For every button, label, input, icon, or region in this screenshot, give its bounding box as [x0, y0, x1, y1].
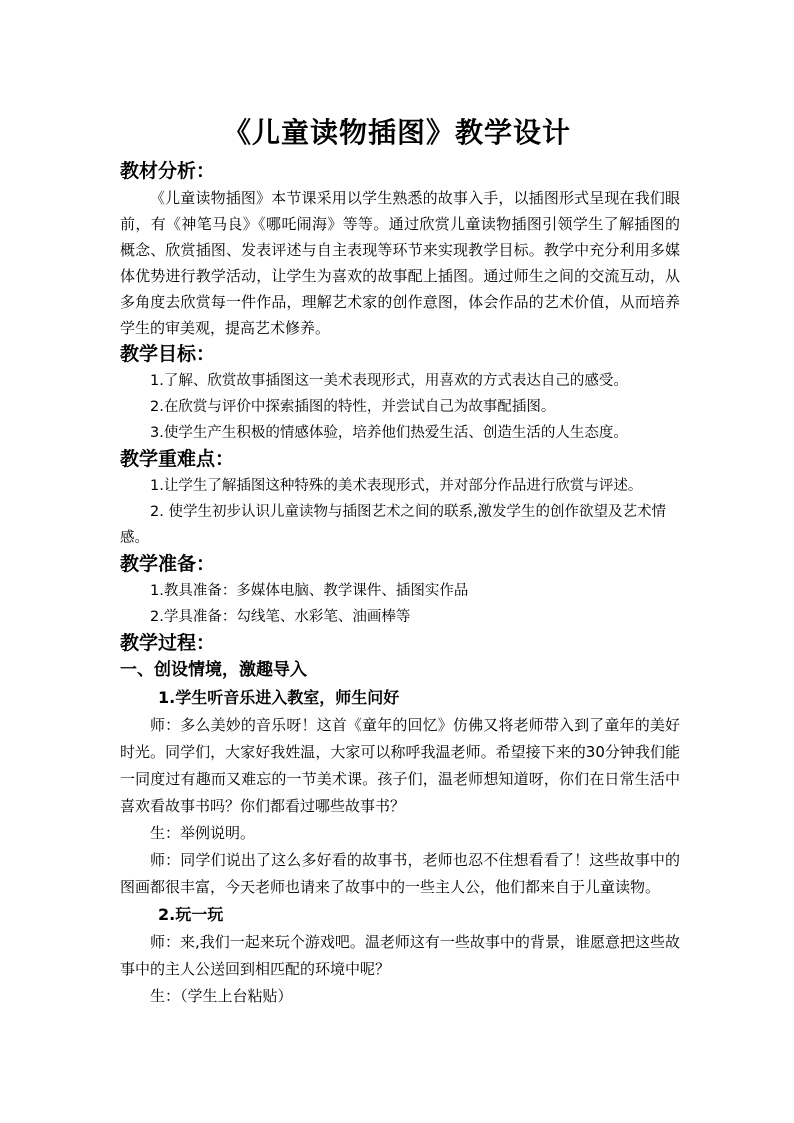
document-title: 《儿童读物插图》教学设计: [222, 116, 571, 149]
section-heading-analysis: 教材分析：: [120, 160, 216, 182]
dialog-line: 生：举例说明。: [150, 824, 256, 842]
dialog-line: 师：多么美妙的音乐呀！这首《童年的回忆》仿佛又将老师带入到了童年的美好时光。同学们，大家好我姓温，大家可以称呼我温老师。希望接下来的30分钟我们能一同度过有趣而又难忘的一节美术课。孩子们，温老师想知道呀，你们在日常生活中喜欢看故事书吗？你们都看过哪些故事书？: [120, 716, 680, 815]
key-point-item-1: 1.让学生了解插图这种特殊的美术表现形式，并对部分作品进行欣赏与评述。: [150, 478, 643, 494]
section-heading-key-points: 教学重难点：: [120, 448, 235, 470]
dialog-line: 师：同学们说出了这么多好看的故事书，老师也忍不住想看看了！这些故事中的图画都很丰富，今天老师也请来了故事中的一些主人公，他们都来自于儿童读物。: [120, 851, 680, 896]
section-heading-process: 教学过程：: [120, 632, 216, 654]
analysis-paragraph: 《儿童读物插图》本节课采用以学生熟悉的故事入手，以插图形式呈现在我们眼前，有《神笔马良》《哪吒闹海》等等。通过欣赏儿童读物插图引领学生了解插图的概念、欣赏插图、发表评述与自主表现等环节来实现教学目标。教学中充分利用多媒体优势进行教学活动，让学生为喜欢的故事配上插图。通过师生之间的交流互动，从多角度去欣赏每一件作品，理解艺术家的创作意图，体会作品的艺术价值，从而培养学生的审美观，提高艺术修养。: [120, 189, 680, 337]
process-step-2-heading: 2.玩一玩: [158, 905, 224, 924]
document-body: [120, 158, 680, 1010]
process-step-1-heading: 1.学生听音乐进入教室，师生问好: [158, 688, 400, 707]
dialog-line: 生：（学生上台粘贴）: [150, 987, 293, 1005]
goal-item-2: 2.在欣赏与评价中探索插图的特性，并尝试自己为故事配插图。: [150, 399, 556, 415]
dialog-line: 师：来,我们一起来玩个游戏吧。温老师这有一些故事中的背景，谁愿意把这些故事中的主人公送回到相匹配的环境中呢？: [120, 933, 680, 978]
preparation-item-2: 2.学具准备：勾线笔、水彩笔、油画棒等: [150, 609, 411, 625]
goal-item-3: 3.使学生产生积极的情感体验，培养他们热爱生活、创造生活的人生态度。: [150, 425, 628, 441]
process-part-1-heading: 一、创设情境，激趣导入: [120, 660, 307, 680]
section-heading-preparation: 教学准备：: [120, 553, 216, 575]
preparation-item-1: 1.教具准备：多媒体电脑、教学课件、插图实作品: [150, 583, 469, 599]
key-point-item-2: 2. 使学生初步认识儿童读物与插图艺术之间的联系,激发学生的创作欲望及艺术情感。: [120, 504, 667, 546]
section-heading-goals: 教学目标：: [120, 343, 216, 365]
goal-item-1: 1.了解、欣赏故事插图这一美术表现形式，用喜欢的方式表达自己的感受。: [150, 373, 628, 389]
